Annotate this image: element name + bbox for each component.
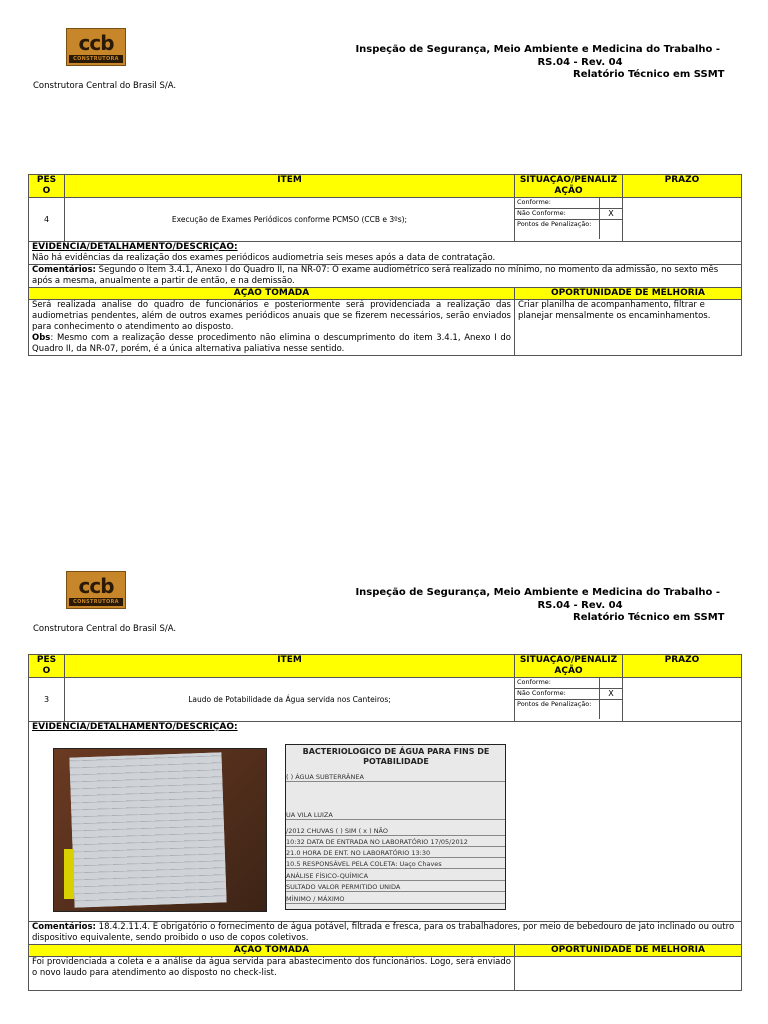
comentarios-text: Segundo o Item 3.4.1, Anexo I do Quadro II, na NR-07: O exame audiométrico será realizado no mínimo, no momento da admissão, no sexto mês após a mesma, anualmente a partir de então, e na demissão. xyxy=(32,265,719,286)
situation-cell xyxy=(515,198,623,242)
page-section-1 xyxy=(0,0,768,400)
conforme-checkbox[interactable] xyxy=(600,198,623,209)
item-description: Laudo de Potabilidade da Água servida nos Canteiros; xyxy=(65,678,515,722)
col-header-situacao: SITUAÇÃO/PENALIZ AÇÃO xyxy=(515,655,623,678)
report-title-line1: Inspeção de Segurança, Meio Ambiente e Medicina do Trabalho - xyxy=(355,44,720,55)
oportunidade-header: OPORTUNIDADE DE MELHORIA xyxy=(515,945,742,957)
inspection-table-1 xyxy=(28,174,742,356)
evidence-photo-1 xyxy=(53,748,267,912)
evidencia-text: Não há evidências da realização dos exames periódicos audiometria seis meses após a data de contratação. xyxy=(32,253,496,263)
oportunidade-cell xyxy=(515,957,742,991)
nao-conforme-checkbox[interactable]: X xyxy=(600,689,623,700)
photo-text-line: ( ) ÁGUA SUBTERRÂNEA xyxy=(286,773,506,782)
photo-text-line: MÍNIMO / MÁXIMO xyxy=(286,895,506,904)
report-title xyxy=(300,43,720,69)
photo-text-line: SULTADO VALOR PERMITIDO UNIDA xyxy=(286,883,506,892)
logo-mark: ccb xyxy=(78,574,114,598)
report-subtitle: Relatório Técnico em SSMT xyxy=(573,612,725,623)
evidencia-cell xyxy=(29,242,742,265)
col-header-item: ITEM xyxy=(65,655,515,678)
evidencia-heading: EVIDÊNCIA/DETALHAMENTO/DESCRIÇÃO: xyxy=(32,242,238,252)
photo-date-stamp xyxy=(64,849,74,899)
item-weight: 3 xyxy=(29,678,65,722)
nao-conforme-checkbox[interactable]: X xyxy=(600,209,623,220)
obs-text: : Mesmo com a realização desse procedimento não elimina o descumprimento do item 3.4.1, Anexo I do Quadro II, da NR-07, porém, é a única alternativa paliativa nesse sentido. xyxy=(32,333,511,354)
item-weight: 4 xyxy=(29,198,65,242)
comentarios-cell xyxy=(29,922,742,945)
company-name: Construtora Central do Brasil S/A. xyxy=(33,624,177,634)
col-header-prazo: PRAZO xyxy=(623,655,742,678)
photo-text-line: 10:32 DATA DE ENTRADA NO LABORATÓRIO 17/05/2012 xyxy=(286,838,506,847)
report-title-line1: Inspeção de Segurança, Meio Ambiente e Medicina do Trabalho - xyxy=(355,587,720,598)
oportunidade-header: OPORTUNIDADE DE MELHORIA xyxy=(515,288,742,300)
comentarios-label: Comentários: xyxy=(32,922,96,932)
col-header-peso: PES O xyxy=(29,175,65,198)
acao-header: AÇÃO TOMADA xyxy=(29,945,515,957)
acao-header: AÇÃO TOMADA xyxy=(29,288,515,300)
acao-text: Será realizada analise do quadro de funcionários e posteriormente será providenciada a realização das audiometrias pendentes, além de outros exames periódicos anuais que se fizerem necessários, serão enviados para conhecimento o atendimento ao disposto. xyxy=(32,300,511,332)
report-title xyxy=(300,586,720,612)
nao-conforme-label: Não Conforme: xyxy=(515,689,600,700)
acao-text: Foi providenciada a coleta e a análise da água servida para abastecimento dos funcionários. Logo, será enviado o novo laudo para atendimento ao disposto no check-list. xyxy=(32,957,511,978)
photo-text-line: ANÁLISE FÍSICO-QUÍMICA xyxy=(286,872,506,881)
photo-text-line: UA VILA LUIZA xyxy=(286,811,506,820)
pontos-label: Pontos de Penalização: xyxy=(517,700,592,708)
prazo-cell xyxy=(623,198,742,242)
report-title-line2: RS.04 - Rev. 04 xyxy=(537,57,623,68)
evidencia-heading: EVIDÊNCIA/DETALHAMENTO/DESCRIÇÃO: xyxy=(32,722,238,732)
company-name: Construtora Central do Brasil S/A. xyxy=(33,81,177,91)
conforme-label: Conforme: xyxy=(515,198,600,209)
photo-text-line: 21.0 HORA DE ENT. NO LABORATÓRIO 13:30 xyxy=(286,849,506,858)
pontos-label: Pontos de Penalização: xyxy=(517,220,592,228)
pontos-value[interactable] xyxy=(600,220,623,240)
photo-text-line: 10.5 RESPONSÁVEL PELA COLETA: Uaço Chaves xyxy=(286,860,506,869)
col-header-situacao: SITUAÇÃO/PENALIZ AÇÃO xyxy=(515,175,623,198)
oportunidade-cell xyxy=(515,300,742,356)
col-header-prazo: PRAZO xyxy=(623,175,742,198)
situation-cell xyxy=(515,678,623,722)
conforme-checkbox[interactable] xyxy=(600,678,623,689)
col-header-item: ITEM xyxy=(65,175,515,198)
col-header-peso: PES O xyxy=(29,655,65,678)
logo-subtext: CONSTRUTORA xyxy=(69,55,123,63)
logo-mark: ccb xyxy=(78,31,114,55)
photo-text-line: POTABILIDADE xyxy=(363,757,429,766)
logo-subtext: CONSTRUTORA xyxy=(69,598,123,606)
report-subtitle: Relatório Técnico em SSMT xyxy=(573,69,725,80)
nao-conforme-label: Não Conforme: xyxy=(515,209,600,220)
obs-label: Obs xyxy=(32,333,51,343)
photo-text-line: BACTERIOLOGICO DE ÁGUA PARA FINS DE xyxy=(302,747,490,756)
company-logo xyxy=(66,28,126,66)
acao-cell xyxy=(29,957,515,991)
comentarios-label: Comentários: xyxy=(32,265,96,275)
evidencia-cell xyxy=(29,722,742,922)
report-title-line2: RS.04 - Rev. 04 xyxy=(537,600,623,611)
inspection-table-2 xyxy=(28,654,742,991)
company-logo xyxy=(66,571,126,609)
prazo-cell xyxy=(623,678,742,722)
conforme-label: Conforme: xyxy=(515,678,600,689)
comentarios-text: 18.4.2.11.4. É obrigatório o fornecimento de água potável, filtrada e fresca, para os trabalhadores, por meio de bebedouro de jato inclinado ou outro dispositivo equivalente, sendo proibido o uso de copos coletivos. xyxy=(32,922,735,943)
photo-text-line: /2012 CHUVAS ( ) SIM ( x ) NÃO xyxy=(286,827,506,836)
oportunidade-text: Criar planilha de acompanhamento, filtrar e planejar mensalmente os encaminhamentos. xyxy=(518,300,711,321)
comentarios-cell xyxy=(29,265,742,288)
acao-cell xyxy=(29,300,515,356)
pontos-value[interactable] xyxy=(600,700,623,720)
photo-document xyxy=(69,752,226,907)
item-description: Execução de Exames Periódicos conforme PCMSO (CCB e 3ºs); xyxy=(65,198,515,242)
evidence-photo-2 xyxy=(285,744,506,910)
